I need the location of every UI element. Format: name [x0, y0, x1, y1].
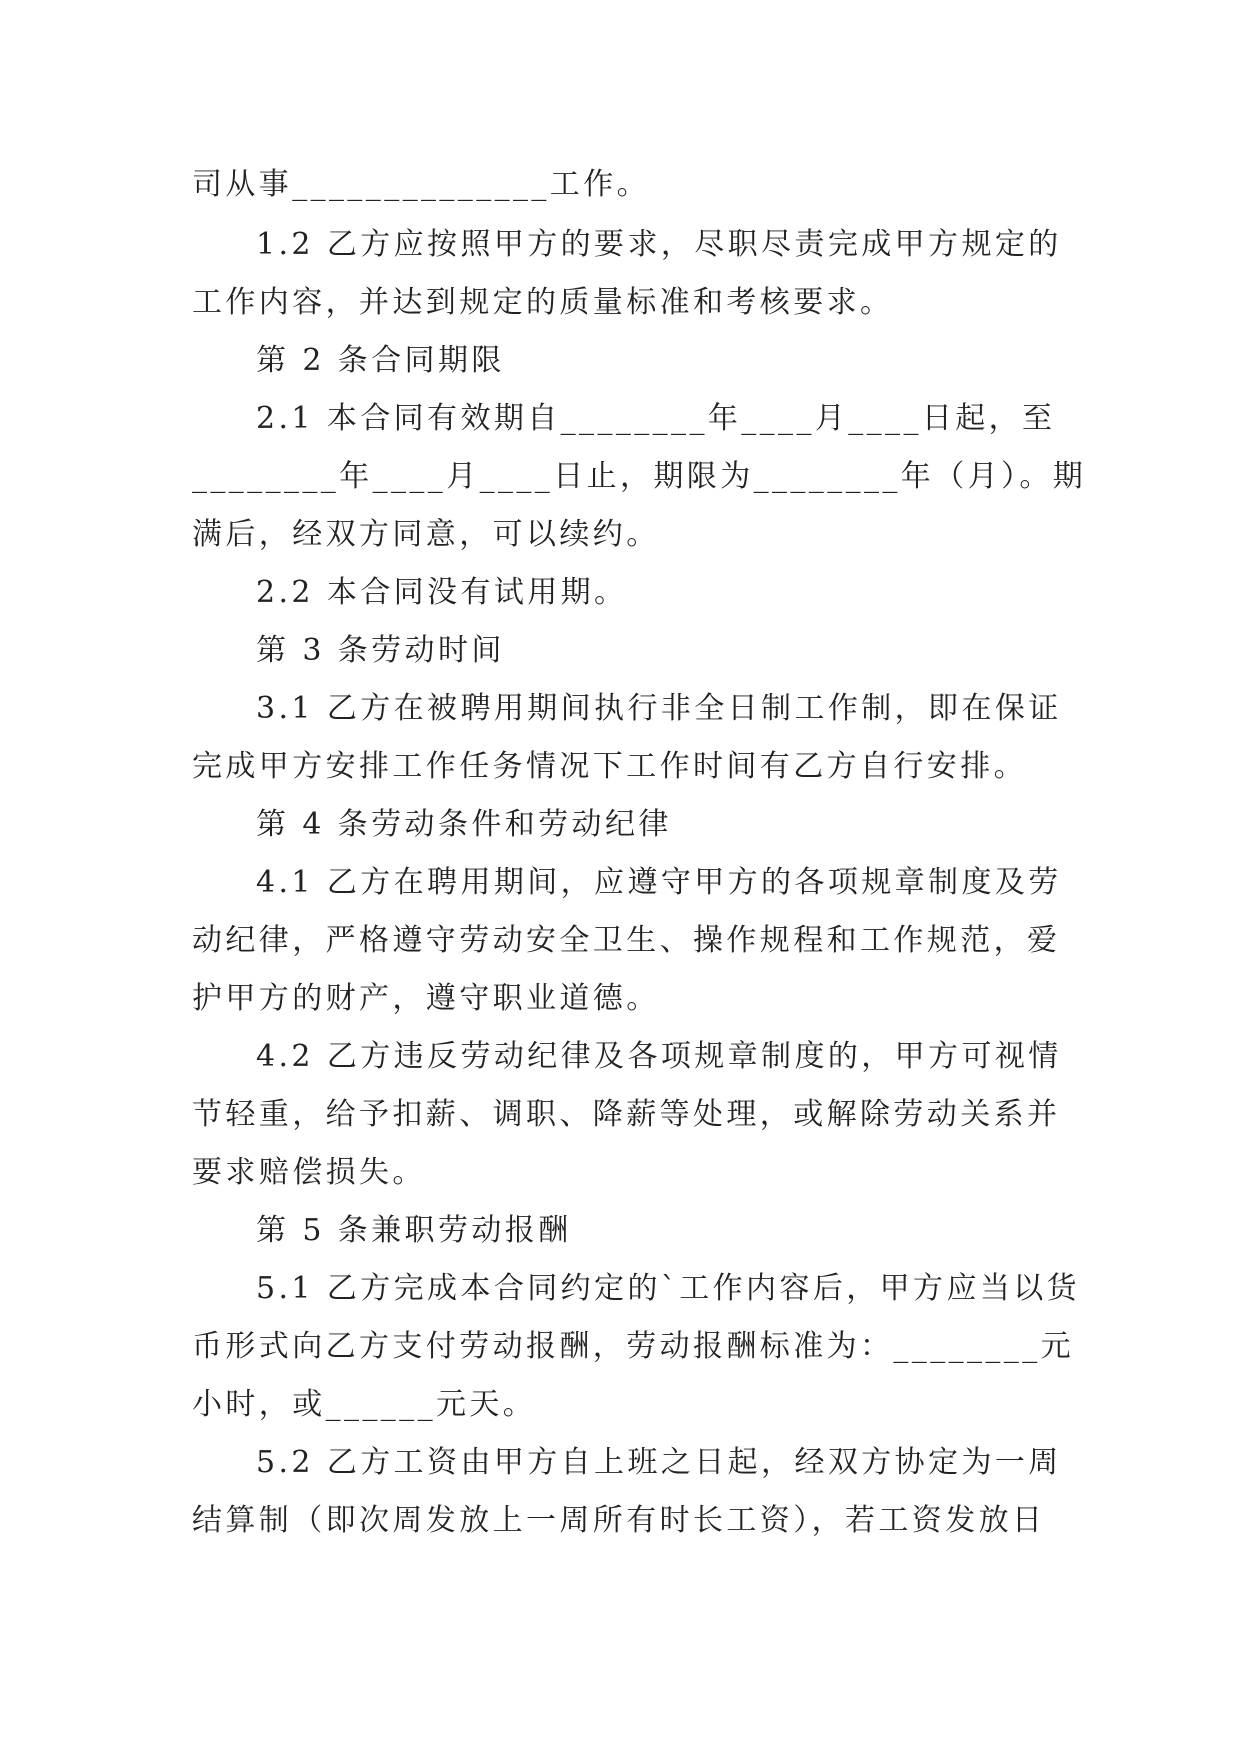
section-heading: 第 4 条劳动条件和劳动纪律 [256, 807, 672, 842]
text-line: 司从事______________工作。 [192, 167, 650, 202]
text-line: 要求赔偿损失。 [192, 1155, 426, 1190]
text-line: 2.1 本合同有效期自________年____月____日起，至 [256, 401, 1056, 436]
section-heading: 第 5 条兼职劳动报酬 [256, 1213, 572, 1248]
section-heading: 第 3 条劳动时间 [256, 633, 505, 668]
text-line: 护甲方的财产，遵守职业道德。 [192, 981, 660, 1016]
text-line: 节轻重，给予扣薪、调职、降薪等处理，或解除劳动关系并 [192, 1097, 1061, 1132]
text-line: 满后，经双方同意，可以续约。 [192, 517, 660, 552]
text-line: 5.2 乙方工资由甲方自上班之日起，经双方协定为一周 [256, 1445, 1062, 1480]
text-line: 工作内容，并达到规定的质量标准和考核要求。 [192, 285, 894, 320]
text-line: 1.2 乙方应按照甲方的要求，尽职尽责完成甲方规定的 [256, 227, 1062, 262]
text-line: 小时，或______元天。 [192, 1387, 537, 1422]
text-line: 5.1 乙方完成本合同约定的`工作内容后，甲方应当以货 [256, 1271, 1081, 1306]
text-line: 币形式向乙方支付劳动报酬，劳动报酬标准为：________元 [192, 1329, 1074, 1364]
text-line: 4.1 乙方在聘用期间，应遵守甲方的各项规章制度及劳 [256, 865, 1062, 900]
text-line: ________年____月____日止，期限为________年（月）。期 [192, 459, 1087, 494]
section-heading: 第 2 条合同期限 [256, 343, 505, 378]
text-line: 2.2 本合同没有试用期。 [256, 575, 628, 610]
text-line: 完成甲方安排工作任务情况下工作时间有乙方自行安排。 [192, 749, 1027, 784]
text-line: 3.1 乙方在被聘用期间执行非全日制工作制，即在保证 [256, 691, 1062, 726]
text-line: 动纪律，严格遵守劳动安全卫生、操作规程和工作规范，爱 [192, 923, 1061, 958]
text-line: 4.2 乙方违反劳动纪律及各项规章制度的，甲方可视情 [256, 1039, 1062, 1074]
text-line: 结算制（即次周发放上一周所有时长工资），若工资发放日 [192, 1503, 1046, 1538]
